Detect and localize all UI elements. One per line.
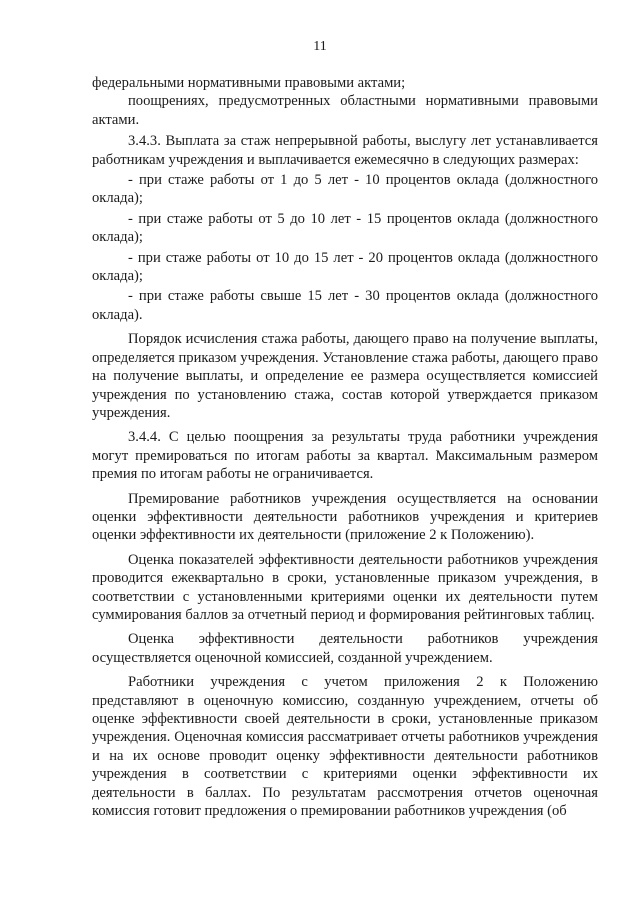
list-item-tenure-5-10: - при стаже работы от 5 до 10 лет - 15 процентов оклада (должностного оклада); — [92, 210, 598, 246]
paragraph-federal-acts: федеральными нормативными правовыми актами; — [92, 75, 406, 91]
paragraph-bonus-basis: Премирование работников учреждения осуществляется на основании оценки эффективности деятельности работников учреждения и критериев оценки эффективности их деятельности (приложение 2 к Положению). — [92, 490, 598, 544]
list-item-tenure-1-5: - при стаже работы от 1 до 5 лет - 10 процентов оклада (должностного оклада); — [92, 172, 598, 207]
document-body — [92, 74, 598, 820]
list-item-tenure-over-15: - при стаже работы свыше 15 лет - 30 процентов оклада (должностного оклада). — [92, 288, 598, 323]
paragraph-regional-incentives: поощрениях, предусмотренных областными нормативными правовыми актами. — [92, 93, 598, 128]
paragraph-3-4-3-seniority-payment: 3.4.3. Выплата за стаж непрерывной работы, выслугу лет устанавливается работникам учреждения и выплачивается ежемесячно в следующих размерах: — [92, 133, 598, 168]
paragraph-3-4-4-bonus: 3.4.4. С целью поощрения за результаты труда работники учреждения могут премироваться по итогам работы за квартал. Максимальным размером премия по итогам работы не ограничивается. — [92, 429, 598, 483]
list-item-tenure-10-15: - при стаже работы от 10 до 15 лет - 20 процентов оклада (должностного оклада); — [92, 249, 598, 285]
page-number: 11 — [313, 39, 327, 54]
paragraph-assessment-commission: Оценка эффективности деятельности работников учреждения осуществляется оценочной комиссией, созданной учреждением. — [92, 631, 598, 666]
paragraph-quarterly-assessment: Оценка показателей эффективности деятельности работников учреждения проводится ежеквартально в сроки, установленные приказом учреждения, в соответствии с установленными критериями оценки их деятельности путем суммирования баллов за отчетный период и формирования рейтинговых таблиц. — [92, 551, 598, 623]
paragraph-employee-reports: Работники учреждения с учетом приложения 2 к Положению представляют в оценочную комиссию, созданную учреждением, отчеты об оценке эффективности своей деятельности в сроки, установленные приказом учреждения. Оценочная комиссия рассматривает отчеты работников учреждения и на их основе проводит оценку эффективности деятельности работников учреждения в соответствии с критериями оценки эффективности их деятельности в баллах. По результатам рассмотрения отчетов оценочная комиссия готовит предложения о премировании работников учреждения (об — [92, 674, 598, 820]
paragraph-seniority-calculation: Порядок исчисления стажа работы, дающего право на получение выплаты, определяется приказом учреждения. Установление стажа работы, дающего право на получение выплаты, и определение ее размера осуществляется комиссией учреждения по установлению стажа, состав которой утверждается приказом учреждения. — [92, 331, 598, 421]
